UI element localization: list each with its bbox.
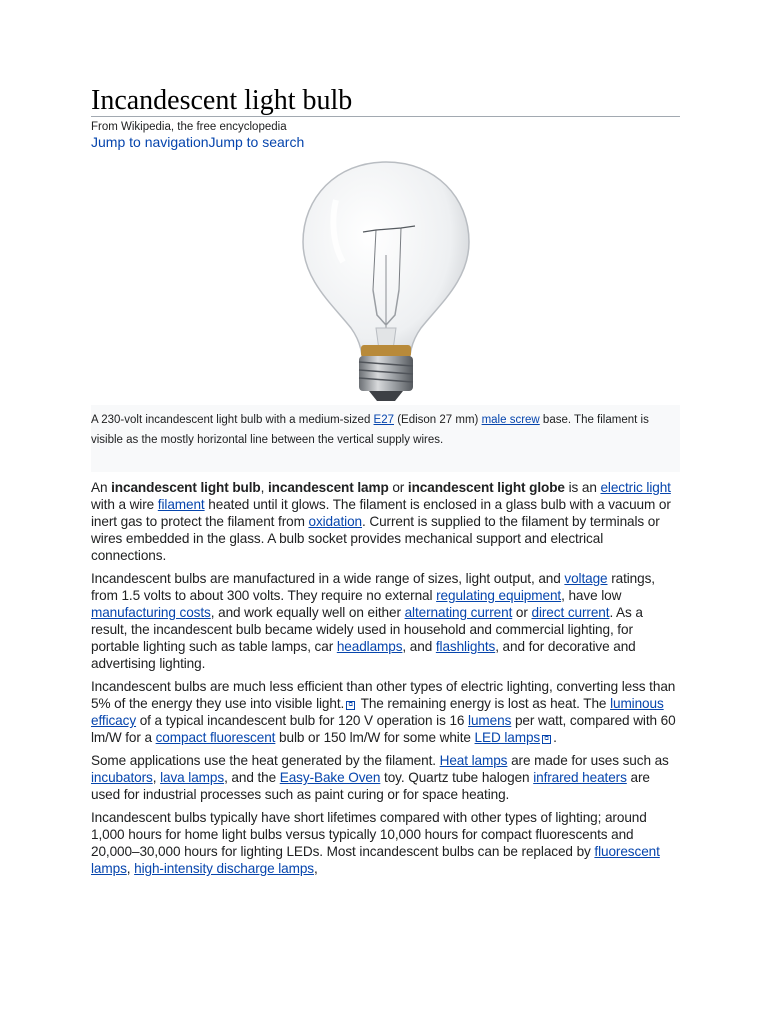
bulb-base-collar bbox=[361, 345, 411, 357]
link-easy-bake-oven[interactable]: Easy-Bake Oven bbox=[279, 770, 381, 785]
jump-to-navigation-link[interactable]: Jump to navigation bbox=[91, 134, 209, 150]
site-tagline: From Wikipedia, the free encyclopedia bbox=[91, 121, 287, 133]
light-bulb-illustration bbox=[291, 150, 481, 405]
text: heated until it glows. The filament is enclosed in a glass bulb with a vacuum or inert gas to protect the filament from bbox=[91, 497, 671, 529]
text: Some applications use the heat generated by the filament. bbox=[91, 753, 440, 768]
bold-term: incandescent light globe bbox=[407, 480, 565, 495]
infobox-figure bbox=[91, 150, 680, 472]
text: . Current is supplied to the filament by terminals or wires embedded in the glass. A bulb socket provides mechanical support and electrical connections. bbox=[91, 514, 660, 563]
article-body bbox=[91, 479, 681, 883]
link-male-screw[interactable]: male screw bbox=[481, 414, 540, 426]
link-electric-light[interactable]: electric light bbox=[600, 480, 671, 495]
link-headlamps[interactable]: headlamps bbox=[336, 639, 403, 654]
external-link-icon[interactable]: ⧉ bbox=[346, 701, 355, 710]
text: , and work equally well on either bbox=[210, 605, 405, 620]
text: bulb or 150 lm/W for some white bbox=[275, 730, 475, 745]
text: per watt, compared with 60 lm/W for a bbox=[91, 713, 676, 745]
text: , bbox=[126, 861, 135, 876]
link-flashlights[interactable]: flashlights bbox=[435, 639, 496, 654]
text: of a typical incandescent bulb for 120 V operation is 16 bbox=[136, 713, 469, 728]
jump-to-search-link[interactable]: Jump to search bbox=[208, 134, 305, 150]
text: or bbox=[512, 605, 532, 620]
link-voltage[interactable]: voltage bbox=[564, 571, 608, 586]
text: toy. Quartz tube halogen bbox=[380, 770, 534, 785]
link-lumens[interactable]: lumens bbox=[468, 713, 512, 728]
caption-text: A 230-volt incandescent light bulb with a medium-sized bbox=[91, 414, 374, 426]
text: , bbox=[260, 480, 268, 495]
jump-links bbox=[91, 134, 304, 151]
caption-text: base. The filament is visible as the mostly horizontal line between the vertical supply wires. bbox=[91, 414, 649, 446]
link-e27[interactable]: E27 bbox=[373, 414, 395, 426]
paragraph-manufacturing bbox=[91, 570, 681, 672]
link-luminous-efficacy[interactable]: luminous efficacy bbox=[91, 696, 664, 728]
text: , and bbox=[402, 639, 436, 654]
link-manufacturing-costs[interactable]: manufacturing costs bbox=[91, 605, 211, 620]
link-infrared-heaters[interactable]: infrared heaters bbox=[533, 770, 627, 785]
bold-term: incandescent lamp bbox=[267, 480, 389, 495]
external-link-icon[interactable]: ⧉ bbox=[542, 735, 551, 744]
text: , and the bbox=[224, 770, 280, 785]
link-lava-lamps[interactable]: lava lamps bbox=[160, 770, 225, 785]
text: An bbox=[91, 480, 112, 495]
paragraph-intro bbox=[91, 479, 681, 564]
text: The remaining energy is lost as heat. The bbox=[357, 696, 611, 711]
text: , bbox=[152, 770, 161, 785]
text: . bbox=[553, 730, 557, 745]
bold-term: incandescent light bulb bbox=[111, 480, 261, 495]
paragraph-heat-applications bbox=[91, 752, 681, 803]
text: Incandescent bulbs are much less efficient than other types of electric lighting, converting less than 5% of the energy they use into visible light. bbox=[91, 679, 676, 711]
text: with a wire bbox=[91, 497, 158, 512]
text: Incandescent bulbs are manufactured in a wide range of sizes, light output, and bbox=[91, 571, 565, 586]
text: , and for decorative and advertising lighting. bbox=[91, 639, 636, 671]
text: Incandescent bulbs typically have short lifetimes compared with other types of lighting; around 1,000 hours for home light bulbs versus typically 10,000 hours for compact fluorescents and 20,000–30,000 hours for lighting LEDs. Most incandescent bulbs can be replaced by bbox=[91, 810, 647, 859]
text: is an bbox=[564, 480, 601, 495]
caption-text: (Edison 27 mm) bbox=[394, 414, 482, 426]
link-heat-lamps[interactable]: Heat lamps bbox=[439, 753, 508, 768]
figure-caption bbox=[91, 410, 680, 450]
link-led-lamps[interactable]: LED lamps bbox=[474, 730, 541, 745]
link-regulating-equipment[interactable]: regulating equipment bbox=[436, 588, 562, 603]
link-filament[interactable]: filament bbox=[157, 497, 205, 512]
light-bulb-image[interactable] bbox=[91, 150, 680, 405]
text: are used for industrial processes such as paint curing or for space heating. bbox=[91, 770, 650, 802]
link-alternating-current[interactable]: alternating current bbox=[404, 605, 513, 620]
text: , have low bbox=[561, 588, 622, 603]
text: ratings, from 1.5 volts to about 300 volts. They require no external bbox=[91, 571, 655, 603]
text: , bbox=[313, 861, 318, 876]
title-divider bbox=[91, 116, 680, 117]
link-incubators[interactable]: incubators bbox=[91, 770, 153, 785]
link-oxidation[interactable]: oxidation bbox=[308, 514, 362, 529]
text: or bbox=[388, 480, 408, 495]
link-direct-current[interactable]: direct current bbox=[531, 605, 610, 620]
text: . As a result, the incandescent bulb became widely used in household and commercial lighting, for portable lighting such as table lamps, car bbox=[91, 605, 643, 654]
link-fluorescent-lamps[interactable]: fluorescent lamps bbox=[91, 844, 660, 876]
text: are made for uses such as bbox=[507, 753, 669, 768]
paragraph-lifetimes bbox=[91, 809, 681, 877]
link-high-intensity-discharge-lamps[interactable]: high-intensity discharge lamps bbox=[134, 861, 314, 876]
page-title: Incandescent light bulb bbox=[91, 85, 353, 116]
paragraph-efficiency bbox=[91, 678, 681, 746]
link-compact-fluorescent[interactable]: compact fluorescent bbox=[155, 730, 276, 745]
